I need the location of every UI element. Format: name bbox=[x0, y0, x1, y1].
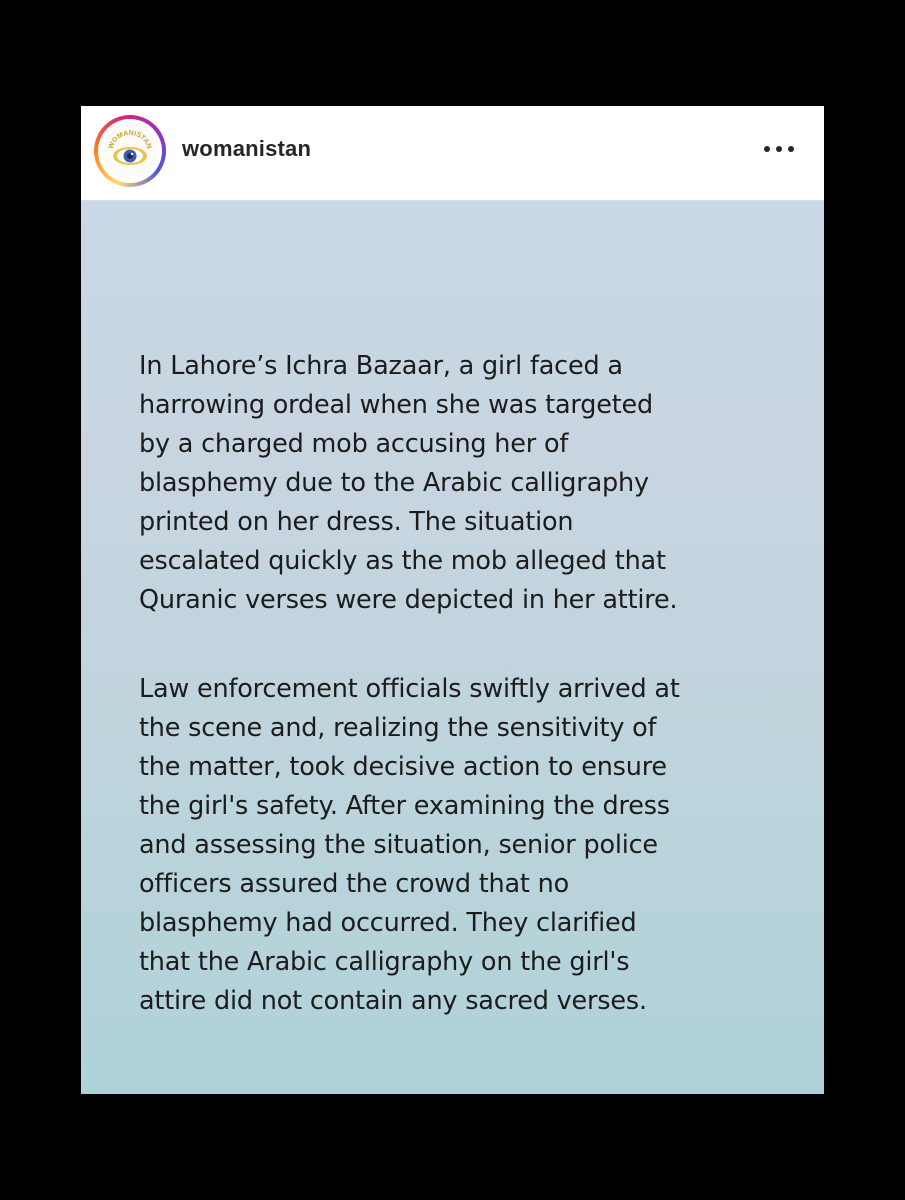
text-line: blasphemy due to the Arabic calligraphy bbox=[139, 468, 649, 498]
text-line: Law enforcement officials swiftly arrived at bbox=[139, 674, 680, 704]
text-line: the scene and, realizing the sensitivity of bbox=[139, 713, 657, 743]
text-line: by a charged mob accusing her of bbox=[139, 429, 569, 459]
text-line: and assessing the situation, senior police bbox=[139, 830, 658, 860]
text-line: that the Arabic calligraphy on the girl's bbox=[139, 947, 630, 977]
more-options-icon bbox=[763, 145, 795, 153]
post-header bbox=[81, 106, 824, 200]
text-line: printed on her dress. The situation bbox=[139, 507, 574, 537]
logo-arc-text: WOMANISTAN bbox=[107, 129, 153, 150]
avatar-border bbox=[98, 119, 162, 183]
womanistan-eye-logo-icon bbox=[102, 123, 158, 179]
post-image[interactable] bbox=[81, 200, 824, 1094]
post-paragraph-1 bbox=[139, 347, 779, 620]
logo-svg bbox=[102, 123, 158, 179]
text-line: harrowing ordeal when she was targeted bbox=[139, 390, 653, 420]
avatar[interactable] bbox=[94, 115, 166, 187]
text-line: blasphemy had occurred. They clarified bbox=[139, 908, 637, 938]
text-line: escalated quickly as the mob alleged that bbox=[139, 546, 666, 576]
username[interactable]: womanistan bbox=[182, 136, 312, 161]
text-line: In Lahore’s Ichra Bazaar, a girl faced a bbox=[139, 351, 623, 381]
eye-highlight bbox=[131, 153, 133, 155]
text-line: officers assured the crowd that no bbox=[139, 869, 569, 899]
text-line: Quranic verses were depicted in her attire. bbox=[139, 585, 678, 615]
post-paragraph-2 bbox=[139, 670, 779, 1021]
text-line: the matter, took decisive action to ensure bbox=[139, 752, 667, 782]
more-options-button[interactable] bbox=[757, 134, 801, 164]
text-line: attire did not contain any sacred verses. bbox=[139, 986, 647, 1016]
text-line: the girl's safety. After examining the dress bbox=[139, 791, 670, 821]
instagram-post bbox=[81, 106, 824, 1094]
